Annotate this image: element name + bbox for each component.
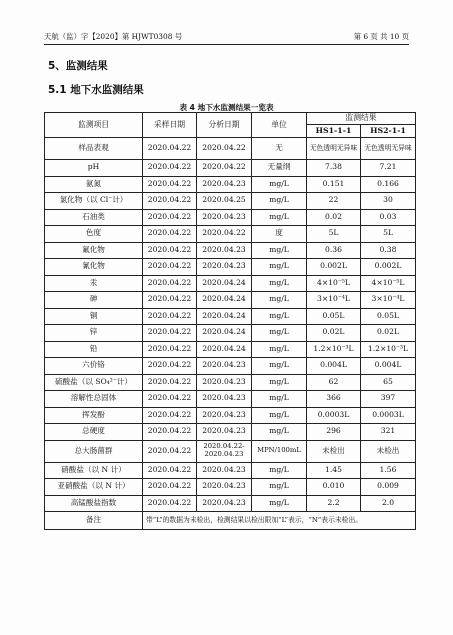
cell-analysis-date: 2020.04.23	[197, 391, 252, 408]
cell-value-hs1: 0.010	[307, 479, 361, 496]
cell-value-hs1: 62	[307, 374, 361, 391]
cell-analysis-date: 2020.04.22	[197, 138, 252, 160]
cell-unit: mg/L	[252, 209, 307, 226]
note-label: 备注	[45, 512, 143, 530]
table-row	[45, 495, 416, 512]
cell-sample-date: 2020.04.22	[143, 440, 197, 462]
cell-value-hs1: 0.004L	[307, 358, 361, 375]
note-text: 带“L”的数据为未检出，检测结果以检出限加“L”表示，“N”表示未检出。	[143, 512, 416, 530]
table-body	[45, 138, 416, 512]
cell-item: 亚硝酸盐（以 N 计）	[45, 479, 143, 496]
cell-sample-date: 2020.04.22	[143, 292, 197, 309]
cell-item: 铜	[45, 308, 143, 325]
cell-unit: mg/L	[252, 407, 307, 424]
cell-value-hs1: 3×10⁻⁴L	[307, 292, 361, 309]
cell-unit: mg/L	[252, 308, 307, 325]
cell-sample-date: 2020.04.22	[143, 275, 197, 292]
table-row	[45, 160, 416, 177]
cell-item: 铅	[45, 341, 143, 358]
cell-value-hs2: 0.03	[361, 209, 416, 226]
cell-unit: 无量纲	[252, 160, 307, 177]
table-row	[45, 193, 416, 210]
header-sample-hs1: HS1-1-1	[307, 125, 361, 138]
cell-item: 六价铬	[45, 358, 143, 375]
table-caption: 表 4 地下水监测结果一览表	[179, 103, 274, 112]
cell-sample-date: 2020.04.22	[143, 407, 197, 424]
cell-value-hs2: 30	[361, 193, 416, 210]
cell-item: 溶解性总固体	[45, 391, 143, 408]
cell-value-hs1: 无色透明无异味	[307, 138, 361, 160]
cell-item: 样品表观	[45, 138, 143, 160]
cell-item: 汞	[45, 275, 143, 292]
cell-item: 总硬度	[45, 424, 143, 441]
cell-sample-date: 2020.04.22	[143, 242, 197, 259]
cell-unit: mg/L	[252, 495, 307, 512]
cell-sample-date: 2020.04.22	[143, 259, 197, 276]
cell-value-hs2: 5L	[361, 226, 416, 243]
cell-sample-date: 2020.04.22	[143, 341, 197, 358]
cell-sample-date: 2020.04.22	[143, 424, 197, 441]
cell-unit: mg/L	[252, 391, 307, 408]
cell-item: 硝酸盐（以 N 计）	[45, 462, 143, 479]
cell-value-hs1: 未检出	[307, 440, 361, 462]
cell-value-hs1: 366	[307, 391, 361, 408]
cell-sample-date: 2020.04.22	[143, 462, 197, 479]
cell-analysis-date: 2020.04.23	[197, 176, 252, 193]
cell-analysis-date: 2020.04.23	[197, 495, 252, 512]
table-row	[45, 242, 416, 259]
table-row	[45, 226, 416, 243]
cell-value-hs1: 5L	[307, 226, 361, 243]
cell-unit: mg/L	[252, 341, 307, 358]
cell-item: 锌	[45, 325, 143, 342]
cell-value-hs2: 2.0	[361, 495, 416, 512]
cell-value-hs1: 1.45	[307, 462, 361, 479]
cell-unit: 度	[252, 226, 307, 243]
section-heading-5: 5、监测结果	[48, 60, 108, 72]
cell-sample-date: 2020.04.22	[143, 325, 197, 342]
cell-item: 石油类	[45, 209, 143, 226]
cell-sample-date: 2020.04.22	[143, 495, 197, 512]
cell-value-hs2: 0.0003L	[361, 407, 416, 424]
cell-analysis-date: 2020.04.23	[197, 462, 252, 479]
cell-analysis-date: 2020.04.25	[197, 193, 252, 210]
cell-value-hs1: 4×10⁻⁵L	[307, 275, 361, 292]
document-number: 天航（监）字【2020】第 HJWT0308 号	[44, 32, 183, 41]
cell-unit: mg/L	[252, 292, 307, 309]
cell-unit: mg/L	[252, 193, 307, 210]
header-result: 监测结果	[307, 113, 416, 125]
page-number: 第 6 页 共 10 页	[353, 32, 409, 41]
table-row	[45, 391, 416, 408]
cell-value-hs2: 65	[361, 374, 416, 391]
cell-value-hs2: 0.05L	[361, 308, 416, 325]
table-row	[45, 275, 416, 292]
cell-value-hs2: 4×10⁻⁵L	[361, 275, 416, 292]
header-sample-date: 采样日期	[143, 113, 197, 138]
cell-analysis-date: 2020.04.24	[197, 325, 252, 342]
cell-unit: mg/L	[252, 479, 307, 496]
cell-value-hs2: 0.002L	[361, 259, 416, 276]
cell-sample-date: 2020.04.22	[143, 479, 197, 496]
header-rule	[44, 44, 409, 45]
table-row	[45, 407, 416, 424]
cell-analysis-date: 2020.04.22	[197, 160, 252, 177]
cell-unit: mg/L	[252, 374, 307, 391]
monitoring-results-table	[44, 112, 416, 530]
table-row	[45, 259, 416, 276]
cell-unit: mg/L	[252, 462, 307, 479]
table-row	[45, 138, 416, 160]
cell-value-hs1: 0.02	[307, 209, 361, 226]
note-row	[45, 512, 416, 530]
cell-sample-date: 2020.04.22	[143, 193, 197, 210]
cell-analysis-date: 2020.04.23	[197, 374, 252, 391]
table-row	[45, 325, 416, 342]
cell-analysis-date: 2020.04.23	[197, 358, 252, 375]
cell-value-hs1: 22	[307, 193, 361, 210]
cell-value-hs2: 0.166	[361, 176, 416, 193]
cell-value-hs2: 0.009	[361, 479, 416, 496]
cell-sample-date: 2020.04.22	[143, 308, 197, 325]
table-row	[45, 308, 416, 325]
cell-item: 氨氮	[45, 176, 143, 193]
cell-unit: mg/L	[252, 424, 307, 441]
cell-analysis-date: 2020.04.23	[197, 259, 252, 276]
cell-sample-date: 2020.04.22	[143, 358, 197, 375]
cell-analysis-date: 2020.04.24	[197, 292, 252, 309]
cell-value-hs1: 0.02L	[307, 325, 361, 342]
page-header	[44, 28, 409, 42]
cell-value-hs1: 0.002L	[307, 259, 361, 276]
cell-sample-date: 2020.04.22	[143, 374, 197, 391]
cell-value-hs1: 7.38	[307, 160, 361, 177]
table-row	[45, 209, 416, 226]
cell-sample-date: 2020.04.22	[143, 391, 197, 408]
cell-unit: mg/L	[252, 325, 307, 342]
cell-item: 色度	[45, 226, 143, 243]
cell-item: 总大肠菌群	[45, 440, 143, 462]
cell-value-hs2: 7.21	[361, 160, 416, 177]
cell-unit: MPN/100mL	[252, 440, 307, 462]
cell-item: pH	[45, 160, 143, 177]
cell-item: 氯化物（以 Cl⁻计）	[45, 193, 143, 210]
cell-analysis-date: 2020.04.22-2020.04.23	[197, 440, 252, 462]
cell-item: 砷	[45, 292, 143, 309]
table-row	[45, 374, 416, 391]
table-row	[45, 479, 416, 496]
cell-value-hs2: 1.2×10⁻³L	[361, 341, 416, 358]
cell-unit: mg/L	[252, 358, 307, 375]
cell-value-hs2: 0.38	[361, 242, 416, 259]
table-row	[45, 440, 416, 462]
header-item: 监测项目	[45, 113, 143, 138]
cell-value-hs2: 397	[361, 391, 416, 408]
cell-value-hs2: 0.02L	[361, 325, 416, 342]
cell-value-hs2: 3×10⁻⁴L	[361, 292, 416, 309]
table-row	[45, 292, 416, 309]
cell-item: 氟化物	[45, 242, 143, 259]
section-heading-5-1: 5.1 地下水监测结果	[48, 84, 144, 96]
cell-value-hs1: 0.0003L	[307, 407, 361, 424]
cell-analysis-date: 2020.04.23	[197, 479, 252, 496]
cell-unit: 无	[252, 138, 307, 160]
cell-analysis-date: 2020.04.24	[197, 308, 252, 325]
cell-unit: mg/L	[252, 176, 307, 193]
cell-unit: mg/L	[252, 242, 307, 259]
cell-sample-date: 2020.04.22	[143, 176, 197, 193]
cell-value-hs1: 2.2	[307, 495, 361, 512]
cell-value-hs1: 296	[307, 424, 361, 441]
cell-item: 硫酸盐（以 SO₄²⁻计）	[45, 374, 143, 391]
cell-sample-date: 2020.04.22	[143, 209, 197, 226]
cell-value-hs2: 1.56	[361, 462, 416, 479]
table-row	[45, 341, 416, 358]
table-row	[45, 358, 416, 375]
cell-sample-date: 2020.04.22	[143, 226, 197, 243]
cell-analysis-date: 2020.04.23	[197, 209, 252, 226]
header-unit: 单位	[252, 113, 307, 138]
header-analysis-date: 分析日期	[197, 113, 252, 138]
cell-item: 挥发酚	[45, 407, 143, 424]
cell-analysis-date: 2020.04.23	[197, 407, 252, 424]
cell-value-hs1: 0.151	[307, 176, 361, 193]
cell-analysis-date: 2020.04.23	[197, 242, 252, 259]
header-sample-hs2: HS2-1-1	[361, 125, 416, 138]
cell-analysis-date: 2020.04.22	[197, 226, 252, 243]
cell-sample-date: 2020.04.22	[143, 160, 197, 177]
cell-value-hs2: 未检出	[361, 440, 416, 462]
cell-value-hs1: 0.36	[307, 242, 361, 259]
cell-analysis-date: 2020.04.24	[197, 275, 252, 292]
table-row	[45, 462, 416, 479]
cell-value-hs2: 无色透明无异味	[361, 138, 416, 160]
cell-value-hs1: 1.2×10⁻³L	[307, 341, 361, 358]
cell-analysis-date: 2020.04.23	[197, 424, 252, 441]
table-row	[45, 176, 416, 193]
cell-unit: mg/L	[252, 275, 307, 292]
cell-value-hs1: 0.05L	[307, 308, 361, 325]
cell-value-hs2: 0.004L	[361, 358, 416, 375]
cell-item: 高锰酸盐指数	[45, 495, 143, 512]
table-row	[45, 424, 416, 441]
cell-analysis-date: 2020.04.24	[197, 341, 252, 358]
cell-sample-date: 2020.04.22	[143, 138, 197, 160]
cell-unit: mg/L	[252, 259, 307, 276]
cell-item: 氰化物	[45, 259, 143, 276]
cell-value-hs2: 321	[361, 424, 416, 441]
